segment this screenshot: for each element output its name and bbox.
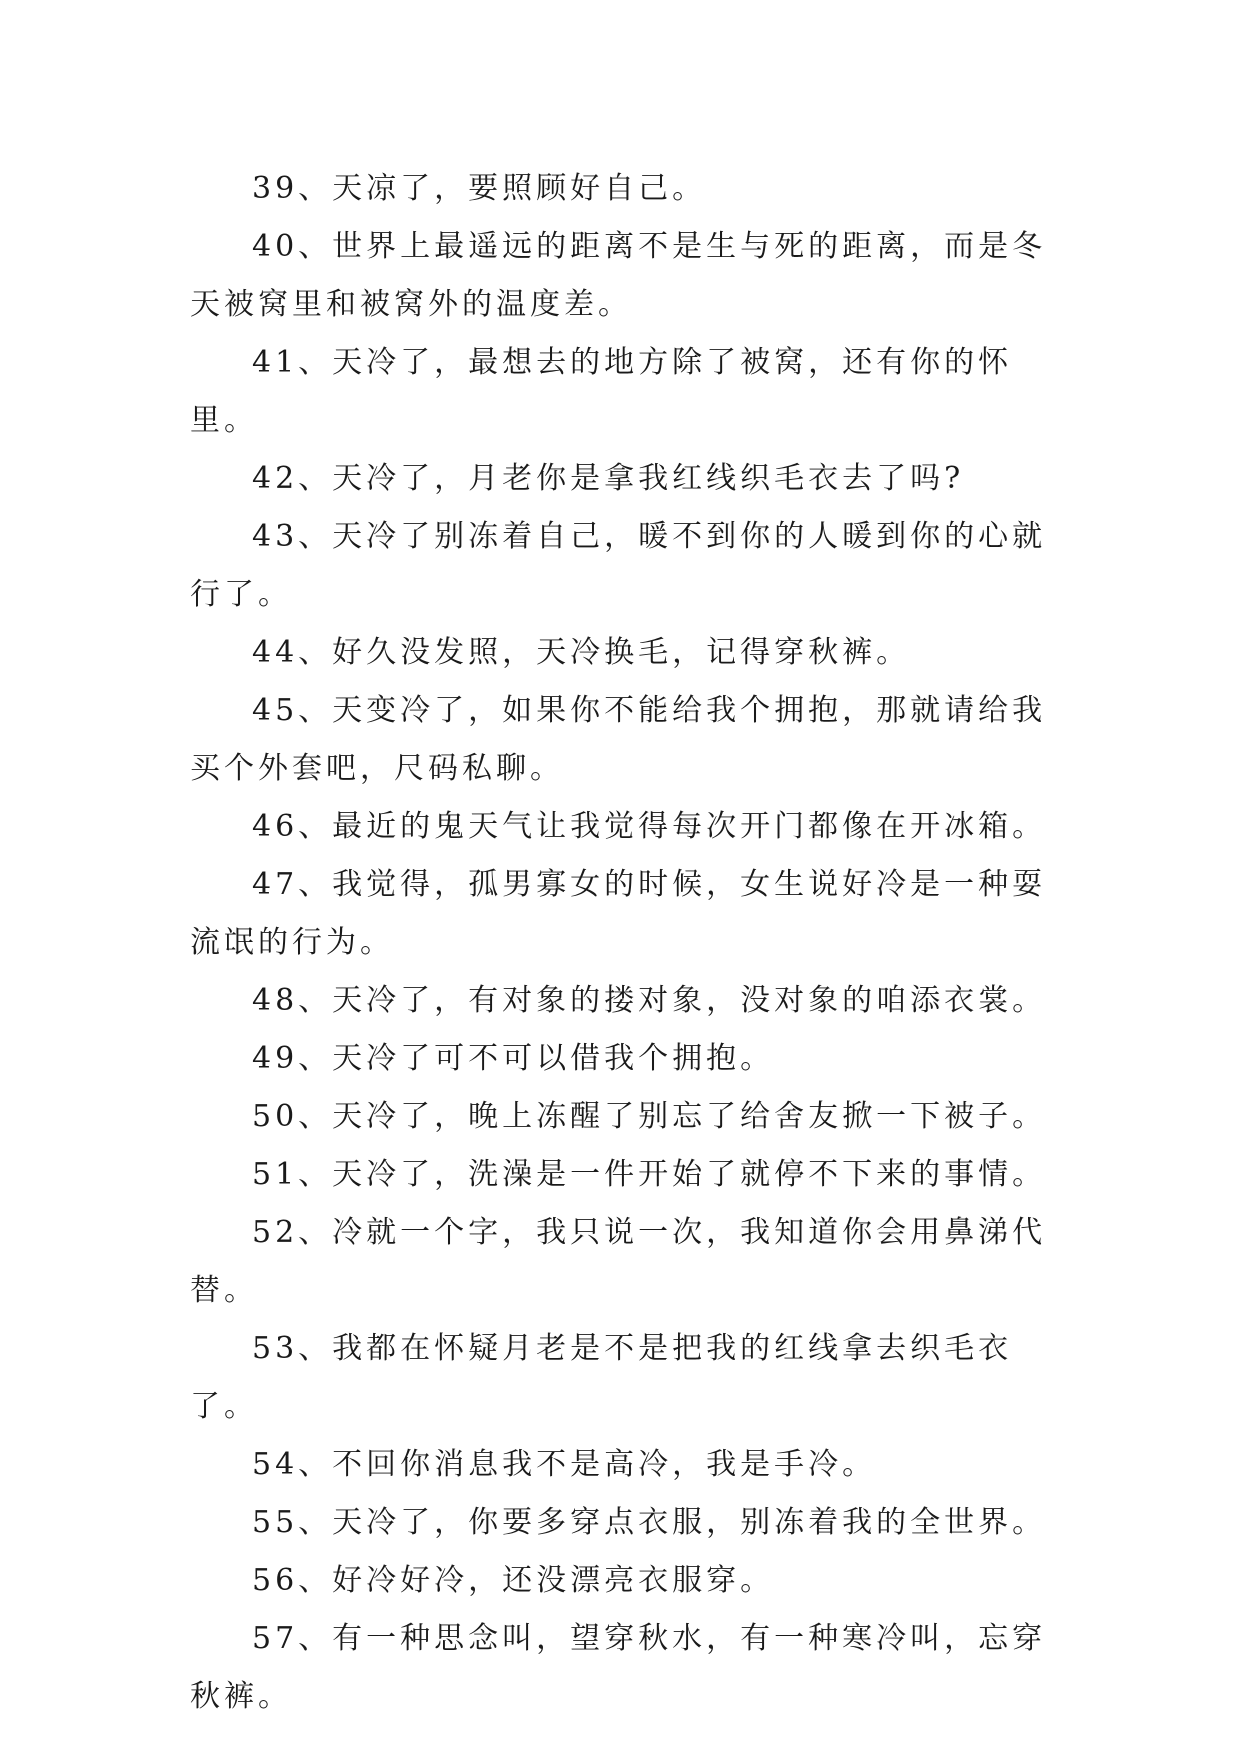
paragraph-42: 42、天冷了，月老你是拿我红线织毛衣去了吗? — [252, 461, 965, 496]
paragraph-53: 53、我都在怀疑月老是不是把我的红线拿去织毛衣了。 — [190, 1331, 1013, 1424]
paragraph-51: 51、天冷了，洗澡是一件开始了就停不下来的事情。 — [252, 1157, 1047, 1192]
paragraph-55: 55、天冷了，你要多穿点衣服，别冻着我的全世界。 — [252, 1505, 1047, 1540]
paragraph-54: 54、不回你消息我不是高冷，我是手冷。 — [252, 1447, 877, 1482]
paragraph-40: 40、世界上最遥远的距离不是生与死的距离，而是冬天被窝里和被窝外的温度差。 — [190, 229, 1047, 322]
paragraph-48: 48、天冷了，有对象的搂对象，没对象的咱添衣裳。 — [252, 983, 1047, 1018]
paragraph-50: 50、天冷了，晚上冻醒了别忘了给舍友掀一下被子。 — [252, 1099, 1047, 1134]
paragraph-41: 41、天冷了，最想去的地方除了被窝，还有你的怀里。 — [190, 345, 1013, 438]
paragraph-49: 49、天冷了可不可以借我个拥抱。 — [252, 1041, 775, 1076]
paragraph-39: 39、天凉了，要照顾好自己。 — [252, 171, 707, 206]
paragraph-43: 43、天冷了别冻着自己，暖不到你的人暖到你的心就行了。 — [190, 519, 1047, 612]
paragraph-56: 56、好冷好冷，还没漂亮衣服穿。 — [252, 1563, 775, 1598]
paragraph-52: 52、冷就一个字，我只说一次，我知道你会用鼻涕代替。 — [190, 1215, 1047, 1308]
paragraph-45: 45、天变冷了，如果你不能给我个拥抱，那就请给我买个外套吧，尺码私聊。 — [190, 693, 1047, 786]
document-body — [190, 160, 1050, 1726]
paragraph-57: 57、有一种思念叫，望穿秋水，有一种寒冷叫，忘穿秋裤。 — [190, 1621, 1047, 1714]
paragraph-44: 44、好久没发照，天冷换毛，记得穿秋裤。 — [252, 635, 911, 670]
paragraph-46: 46、最近的鬼天气让我觉得每次开门都像在开冰箱。 — [252, 809, 1047, 844]
paragraph-47: 47、我觉得，孤男寡女的时候，女生说好冷是一种耍流氓的行为。 — [190, 867, 1047, 960]
